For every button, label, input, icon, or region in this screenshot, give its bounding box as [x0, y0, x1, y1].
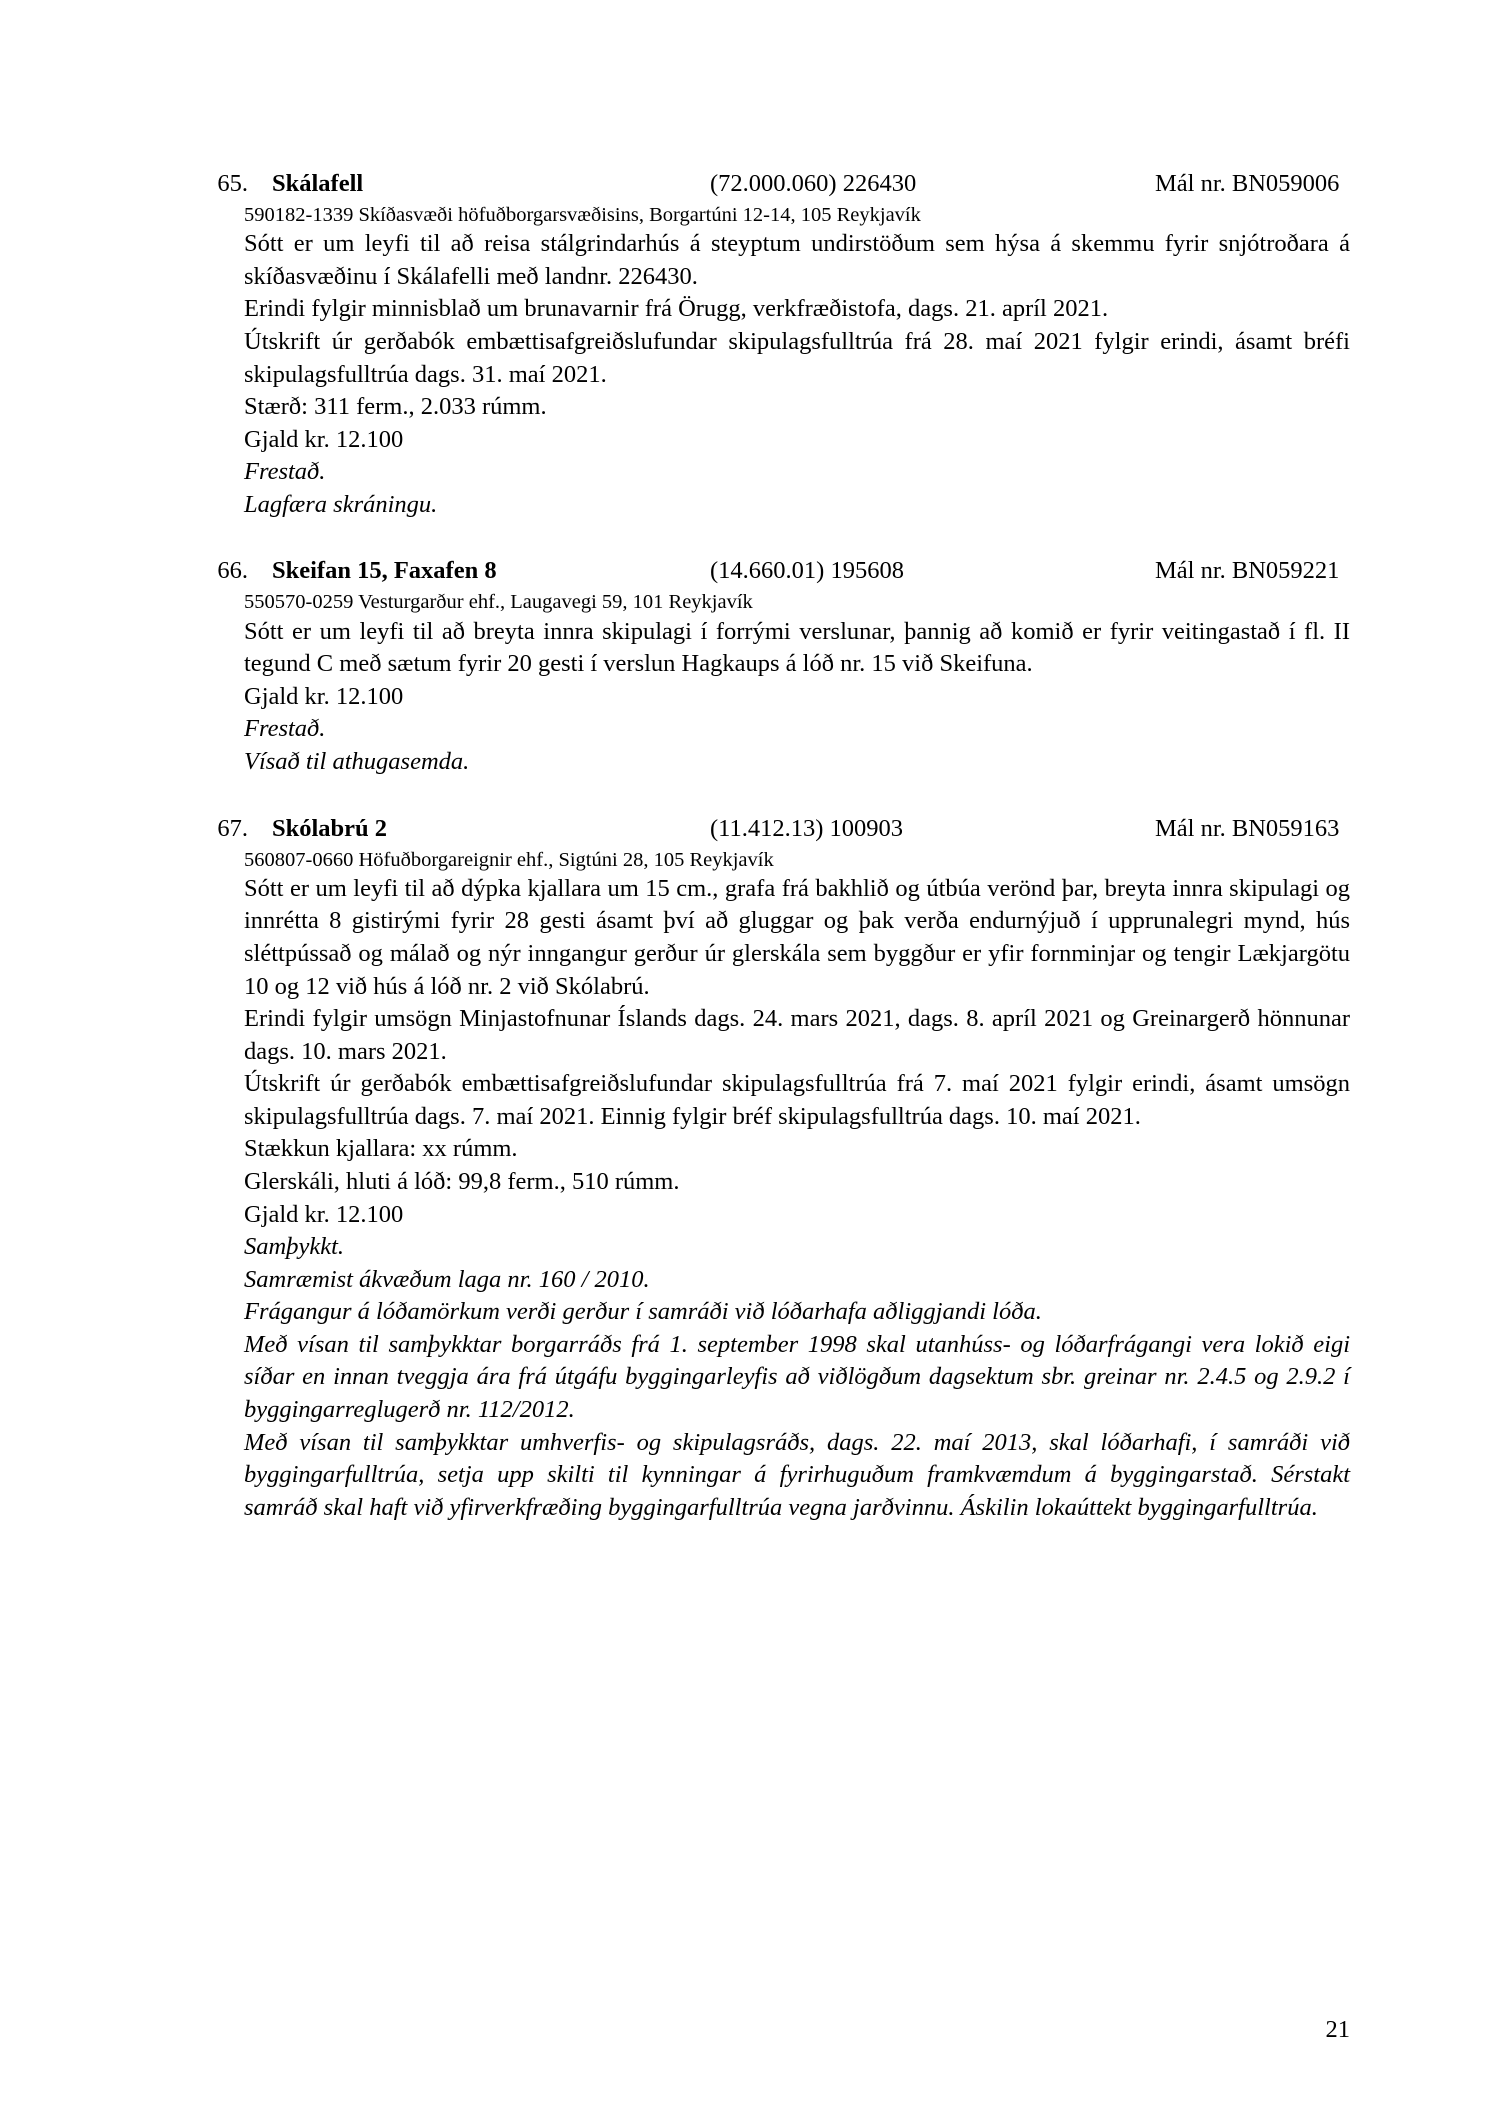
entry-property-code: (72.000.060) 226430: [710, 170, 917, 197]
entry-body: [244, 616, 1350, 779]
entry-decision-line: Með vísan til samþykktar borgarráðs frá 1. september 1998 skal utanhúss- og lóðarfrágangi vera lokið eigi síðar en innan tveggja ára frá útgáfu byggingarleyfis að viðlögðum dagsektum sbr. greinar nr. 2.4.5 og 2.9.2 í byggingarreglugerð nr. 112/2012.: [244, 1330, 1350, 1424]
entry-title: Skeifan 15, Faxafen 8: [272, 557, 497, 585]
entry-decision-line: Lagfæra skráningu.: [244, 490, 438, 518]
page-number: 21: [1325, 2016, 1350, 2043]
entry-paragraph: Útskrift úr gerðabók embættisafgreiðslufundar skipulagsfulltrúa frá 7. maí 2021 fylgir erindi, ásamt umsögn skipulagsfulltrúa dags. 7. maí 2021. Einnig fylgir bréf skipulagsfulltrúa dags. 10. maí 2021.: [244, 1070, 1350, 1130]
entry-number: 66.: [217, 557, 248, 585]
entry-number: 65.: [217, 170, 248, 197]
entry-number: 67.: [217, 814, 248, 842]
entry-decision: [244, 456, 1350, 521]
entry-paragraph: Útskrift úr gerðabók embættisafgreiðslufundar skipulagsfulltrúa frá 28. maí 2021 fylgir erindi, ásamt bréfi skipulagsfulltrúa dags. 31. maí 2021.: [244, 327, 1350, 388]
entry-size: Stærð: 311 ferm., 2.033 rúmm.: [244, 393, 547, 421]
entry-property-code: (14.660.01) 195608: [710, 557, 904, 585]
entry-paragraph: Erindi fylgir umsögn Minjastofnunar Íslands dags. 24. mars 2021, dags. 8. apríl 2021 og Greinargerð hönnunar dags. 10. mars 2021.: [244, 1005, 1350, 1065]
entry-case-number: Mál nr. BN059221: [1155, 557, 1340, 585]
entry-header: [150, 557, 1350, 587]
entry-fee: Gjald kr. 12.100: [244, 1200, 404, 1228]
application-entry: [150, 557, 1350, 778]
entry-decision-line: Samþykkt.: [244, 1233, 344, 1261]
entry-header: [150, 170, 1350, 200]
entry-decision-line: Frágangur á lóðamörkum verði gerður í samráði við lóðarhafa aðliggjandi lóða.: [244, 1298, 1042, 1326]
entry-paragraph: Sótt er um leyfi til að breyta innra skipulagi í forrými verslunar, þannig að komið er fyrir veitingastað í fl. II tegund C með sætum fyrir 20 gesti í verslun Hagkaups á lóð nr. 15 við Skeifuna.: [244, 617, 1350, 678]
entry-decision-line: Með vísan til samþykktar umhverfis- og skipulagsráðs, dags. 22. maí 2013, skal lóðarhafi, í samráði við byggingarfulltrúa, setja upp skilti til kynningar á fyrirhuguðum framkvæmdum á byggingarstað. Sérstakt samráð skal haft við yfirverkfræðing byggingarfulltrúa vegna jarðvinnu. Áskilin lokaúttekt byggingarfulltrúa.: [244, 1428, 1350, 1521]
entry-case-number: Mál nr. BN059163: [1155, 814, 1340, 842]
entry-size: Glerskáli, hluti á lóð: 99,8 ferm., 510 rúmm.: [244, 1168, 680, 1195]
entry-fee: Gjald kr. 12.100: [244, 682, 404, 710]
entry-owner: 590182-1339 Skíðasvæði höfuðborgarsvæðisins, Borgartúni 12-14, 105 Reykjavík: [244, 204, 921, 226]
entry-paragraph: Erindi fylgir minnisblað um brunavarnir frá Örugg, verkfræðistofa, dags. 21. apríl 2021.: [244, 295, 1109, 323]
entry-decision-line: Frestað.: [244, 715, 326, 743]
entry-decision: [244, 713, 1350, 778]
entry-decision-line: Frestað.: [244, 458, 326, 486]
entry-fee: Gjald kr. 12.100: [244, 425, 404, 453]
entry-decision-line: Samræmist ákvæðum laga nr. 160 / 2010.: [244, 1265, 650, 1293]
entry-paragraph: Sótt er um leyfi til að dýpka kjallara um 15 cm., grafa frá bakhlið og útbúa verönd þar, breyta innra skipulagi og innrétta 8 gistirými fyrir 28 gesti ásamt því að gluggar og þak verða endurnýjuð í upprunalegri mynd, hús sléttpússað og málað og nýr inngangur gerður úr glerskála sem byggður er yfir fornminjar og tengir Lækjargötu 10 og 12 við hús á lóð nr. 2 við Skólabrú.: [244, 874, 1350, 1000]
entry-body: [244, 228, 1350, 521]
entry-paragraph: Sótt er um leyfi til að reisa stálgrindarhús á steyptum undirstöðum sem hýsa á skemmu fyrir snjótroðara á skíðasvæðinu í Skálafelli með landnr. 226430.: [244, 230, 1350, 290]
entry-property-code: (11.412.13) 100903: [710, 814, 904, 842]
entry-decision-line: Vísað til athugasemda.: [244, 747, 470, 775]
entry-size: Stækkun kjallara: xx rúmm.: [244, 1135, 518, 1163]
entry-header: [150, 815, 1350, 845]
entry-owner: 550570-0259 Vesturgarður ehf., Laugavegi 59, 101 Reykjavík: [244, 591, 753, 614]
entry-title: Skólabrú 2: [272, 814, 388, 842]
entry-case-number: Mál nr. BN059006: [1155, 170, 1340, 197]
entry-title: Skálafell: [272, 170, 364, 197]
application-entry: [150, 815, 1350, 1525]
entry-body: [244, 873, 1350, 1525]
entry-owner: 560807-0660 Höfuðborgareignir ehf., Sigtúni 28, 105 Reykjavík: [244, 848, 774, 871]
entry-decision: [244, 1231, 1350, 1524]
application-entry: [150, 170, 1350, 521]
